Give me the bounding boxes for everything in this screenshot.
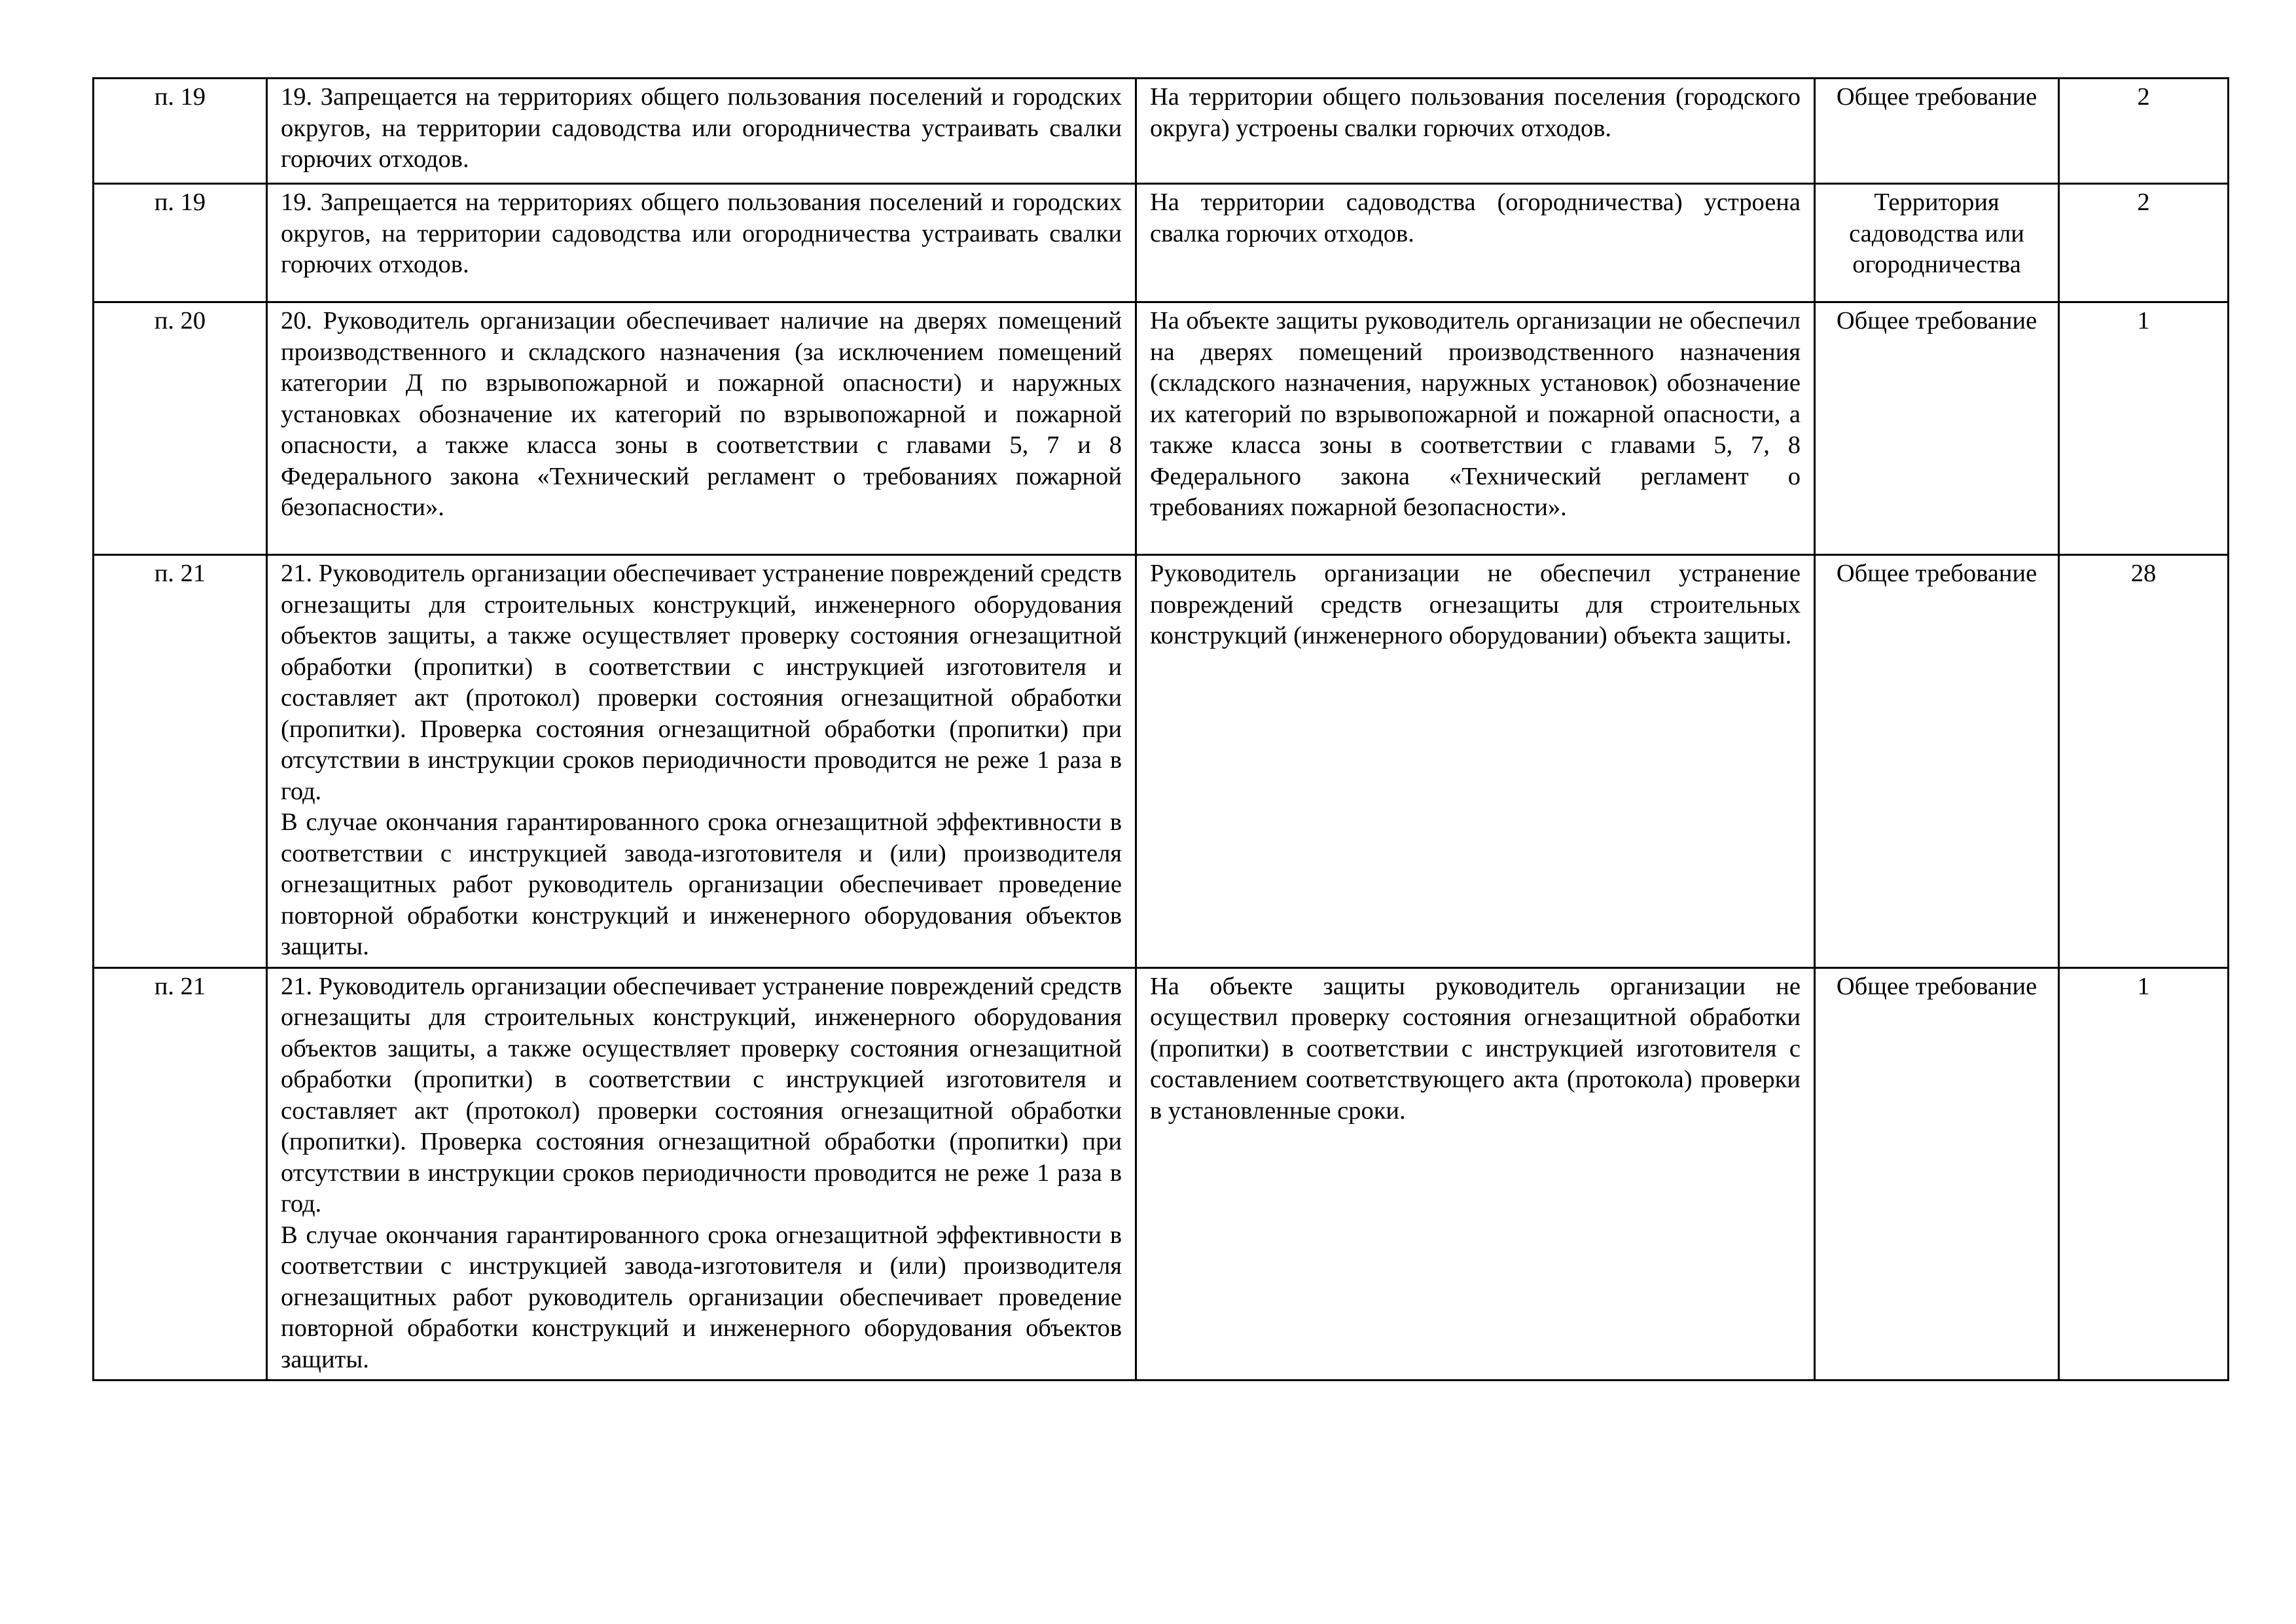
document-page [92,77,2227,1381]
table-row [94,967,2229,1380]
clause-cell: п. 19 [94,79,267,184]
table-row [94,302,2229,555]
requirement-cell [267,184,1136,302]
count-cell: 28 [2059,555,2229,968]
count-cell: 2 [2059,79,2229,184]
table-row [94,555,2229,968]
violation-text: На территории садоводства (огородничества) устроена свалка горючих отходов. [1150,189,1801,247]
category-cell: Общее требование [1815,967,2059,1380]
requirement-cell [267,302,1136,555]
requirement-cell [267,555,1136,968]
requirement-paragraph: 21. Руководитель организации обеспечивает устранение повреждений средств огнезащиты для строительных конструкций, инженерного оборудования объектов защиты, а также осуществляет проверку состояния огнезащитной обработки (пропитки) в соответствии с инструкцией изготовителя и составляет акт (протокол) проверки состояния огнезащитной обработки (пропитки). Проверка состояния огнезащитной обработки (пропитки) при отсутствии в инструкции сроков периодичности проводится не реже 1 раза в год. [281,972,1122,1218]
clause-cell: п. 21 [94,967,267,1380]
clause-cell: п. 21 [94,555,267,968]
requirement-cell [267,967,1136,1380]
violation-cell [1136,302,1815,555]
violation-text: На объекте защиты руководитель организации не осуществил проверку состояния огнезащитной обработки (пропитки) в соответствии с инструкцией изготовителя с составлением соответствующего акта (протокола) проверки в установленные сроки. [1150,972,1801,1125]
table-row [94,79,2229,184]
requirement-paragraph: В случае окончания гарантированного срока огнезащитной эффективности в соответствии с инструкцией завода-изготовителя и (или) производителя огнезащитных работ руководитель организации обеспечивает проведение повторной обработки конструкций и инженерного оборудования объектов защиты. [281,808,1122,960]
requirement-cell [267,79,1136,184]
violation-text: На объекте защиты руководитель организации не обеспечил на дверях помещений производственного назначения (складского назначения, наружных установок) обозначение их категорий по взрывопожарной и пожарной опасности, а также класса зоны в соответствии с главами 5, 7, 8 Федерального закона «Технический регламент о требованиях пожарной безопасности». [1150,307,1801,521]
requirement-paragraph: 20. Руководитель организации обеспечивает наличие на дверях помещений производственного и складского назначения (за исключением помещений категории Д по взрывопожарной и пожарной опасности) и наружных установках обозначение их категорий по взрывопожарной и пожарной опасности, а также класса зоны в соответствии с главами 5, 7 и 8 Федерального закона «Технический регламент о требованиях пожарной безопасности». [281,307,1122,521]
category-cell: Общее требование [1815,79,2059,184]
requirement-paragraph: 21. Руководитель организации обеспечивает устранение повреждений средств огнезащиты для строительных конструкций, инженерного оборудования объектов защиты, а также осуществляет проверку состояния огнезащитной обработки (пропитки) в соответствии с инструкцией изготовителя и составляет акт (протокол) проверки состояния огнезащитной обработки (пропитки). Проверка состояния огнезащитной обработки (пропитки) при отсутствии в инструкции сроков периодичности проводится не реже 1 раза в год. [281,560,1122,805]
violation-text: Руководитель организации не обеспечил устранение повреждений средств огнезащиты для строительных конструкций (инженерного оборудовании) объекта защиты. [1150,560,1801,649]
violation-cell [1136,184,1815,302]
category-cell: Общее требование [1815,555,2059,968]
clause-cell: п. 19 [94,184,267,302]
requirement-paragraph: 19. Запрещается на территориях общего пользования поселений и городских округов, на территории садоводства или огородничества устраивать свалки горючих отходов. [281,83,1122,173]
violation-cell [1136,967,1815,1380]
requirements-table [92,77,2229,1381]
table-row [94,184,2229,302]
count-cell: 1 [2059,302,2229,555]
category-cell: Общее требование [1815,302,2059,555]
count-cell: 2 [2059,184,2229,302]
requirement-paragraph: В случае окончания гарантированного срока огнезащитной эффективности в соответствии с инструкцией завода-изготовителя и (или) производителя огнезащитных работ руководитель организации обеспечивает проведение повторной обработки конструкций и инженерного оборудования объектов защиты. [281,1221,1122,1373]
count-cell: 1 [2059,967,2229,1380]
clause-cell: п. 20 [94,302,267,555]
violation-cell [1136,555,1815,968]
violation-cell [1136,79,1815,184]
category-cell: Территория садоводства или огородничества [1815,184,2059,302]
requirement-paragraph: 19. Запрещается на территориях общего пользования поселений и городских округов, на территории садоводства или огородничества устраивать свалки горючих отходов. [281,189,1122,278]
violation-text: На территории общего пользования поселения (городского округа) устроены свалки горючих отходов. [1150,83,1801,142]
